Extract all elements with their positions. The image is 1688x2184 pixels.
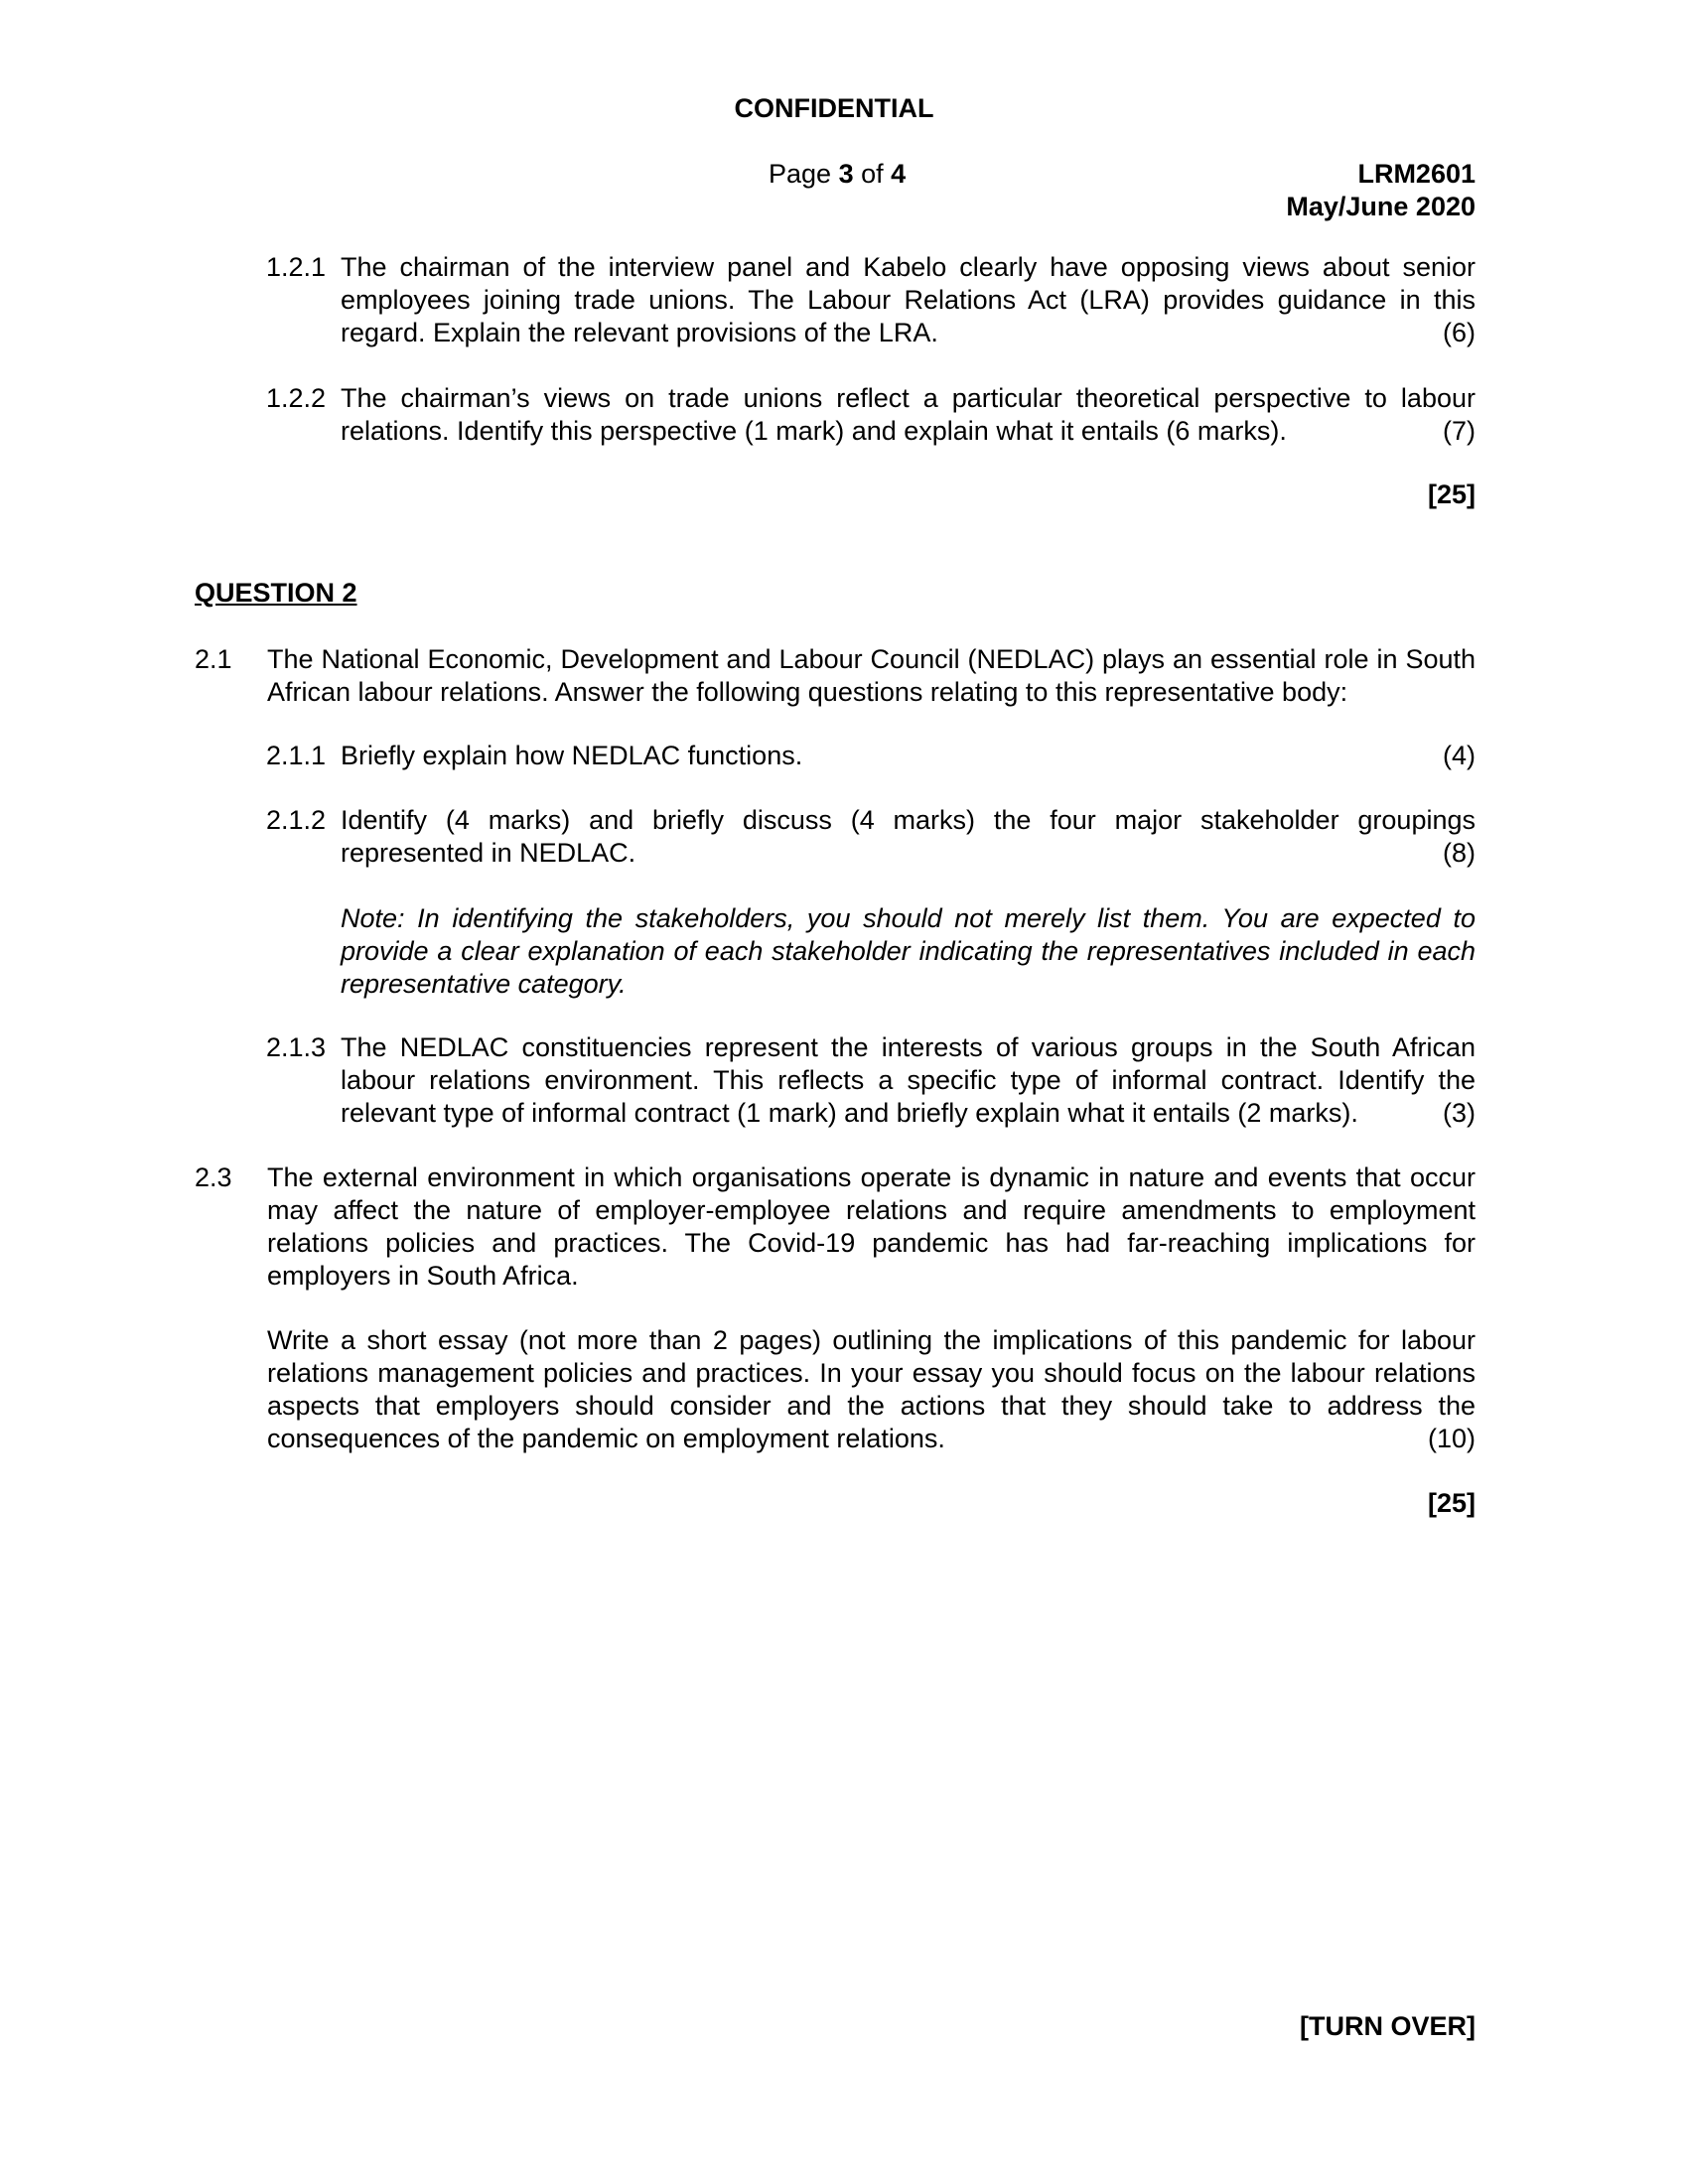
stakeholder-note: Note: In identifying the stakeholders, you should not merely list them. You are expected to provide a clear explanation of each stakeholder indicating the representatives included in each representative category. bbox=[341, 903, 1476, 999]
question-number: 2.3 bbox=[195, 1162, 232, 1192]
essay-question bbox=[267, 1324, 1476, 1455]
marks: (3) bbox=[1433, 1097, 1476, 1130]
question-text: The NEDLAC constituencies represent the interests of various groups in the South African labour relations environment. This reflects a specific type of informal contract. Identify the relevant type of informal contract (1 mark) and briefly explain what it entails (2 marks). bbox=[341, 1032, 1476, 1128]
question-text: Briefly explain how NEDLAC functions. bbox=[341, 741, 803, 770]
question-2-1-2 bbox=[341, 804, 1476, 870]
question-2-heading: QUESTION 2 bbox=[195, 578, 357, 608]
question-number: 2.1.2 bbox=[266, 805, 327, 835]
question-2-total: [25] bbox=[1427, 1488, 1476, 1518]
marks: (10) bbox=[1418, 1423, 1476, 1455]
page-total: 4 bbox=[891, 159, 907, 189]
question-text: The chairman of the interview panel and Kabelo clearly have opposing views about senior employees joining trade unions. The Labour Relations Act (LRA) provides guidance in this regard. Explain the relevant provisions of the LRA. bbox=[341, 252, 1476, 347]
question-2-1-1 bbox=[341, 740, 1476, 772]
question-text: The chairman’s views on trade unions reflect a particular theoretical perspective to labour relations. Identify this perspective (1 mark) and explain what it entails (6 marks). bbox=[341, 383, 1476, 446]
question-text: Write a short essay (not more than 2 pages) outlining the implications of this pandemic for labour relations management policies and practices. In your essay you should focus on the labour relations aspects that employers should consider and the actions that they should take to address the consequences of the pandemic on employment relations. bbox=[267, 1325, 1476, 1453]
page-prefix: Page bbox=[769, 159, 839, 189]
question-1-total: [25] bbox=[1427, 479, 1476, 509]
question-number: 2.1.1 bbox=[266, 741, 327, 770]
question-text: Identify (4 marks) and briefly discuss (4 marks) the four major stakeholder groupings represented in NEDLAC. bbox=[341, 805, 1476, 868]
section-2-1-intro: The National Economic, Development and Labour Council (NEDLAC) plays an essential role in South African labour relations. Answer the following questions relating to this representative body: bbox=[267, 644, 1476, 707]
page-current: 3 bbox=[838, 159, 854, 189]
page-of: of bbox=[853, 159, 892, 189]
question-2-1-3 bbox=[341, 1031, 1476, 1130]
exam-date: May/June 2020 bbox=[1286, 192, 1476, 221]
confidential-label: CONFIDENTIAL bbox=[734, 93, 934, 123]
question-number: 2.1.3 bbox=[266, 1032, 327, 1062]
question-1-2-1 bbox=[341, 251, 1476, 349]
question-number: 1.2.2 bbox=[266, 383, 327, 413]
section-2-3-intro: The external environment in which organisations operate is dynamic in nature and events that occur may affect the nature of employer-employee relations and require amendments to employment relations policies and practices. The Covid-19 pandemic has had far-reaching implications for employers in South Africa. bbox=[267, 1162, 1476, 1291]
marks: (6) bbox=[1433, 317, 1476, 349]
marks: (4) bbox=[1433, 740, 1476, 772]
marks: (7) bbox=[1433, 415, 1476, 448]
question-number: 2.1 bbox=[195, 644, 232, 674]
question-1-2-2 bbox=[341, 382, 1476, 448]
question-number: 1.2.1 bbox=[266, 252, 327, 282]
turn-over-label: [TURN OVER] bbox=[1300, 2011, 1476, 2041]
course-code: LRM2601 bbox=[1357, 159, 1476, 189]
page-number bbox=[769, 158, 906, 191]
marks: (8) bbox=[1433, 837, 1476, 870]
